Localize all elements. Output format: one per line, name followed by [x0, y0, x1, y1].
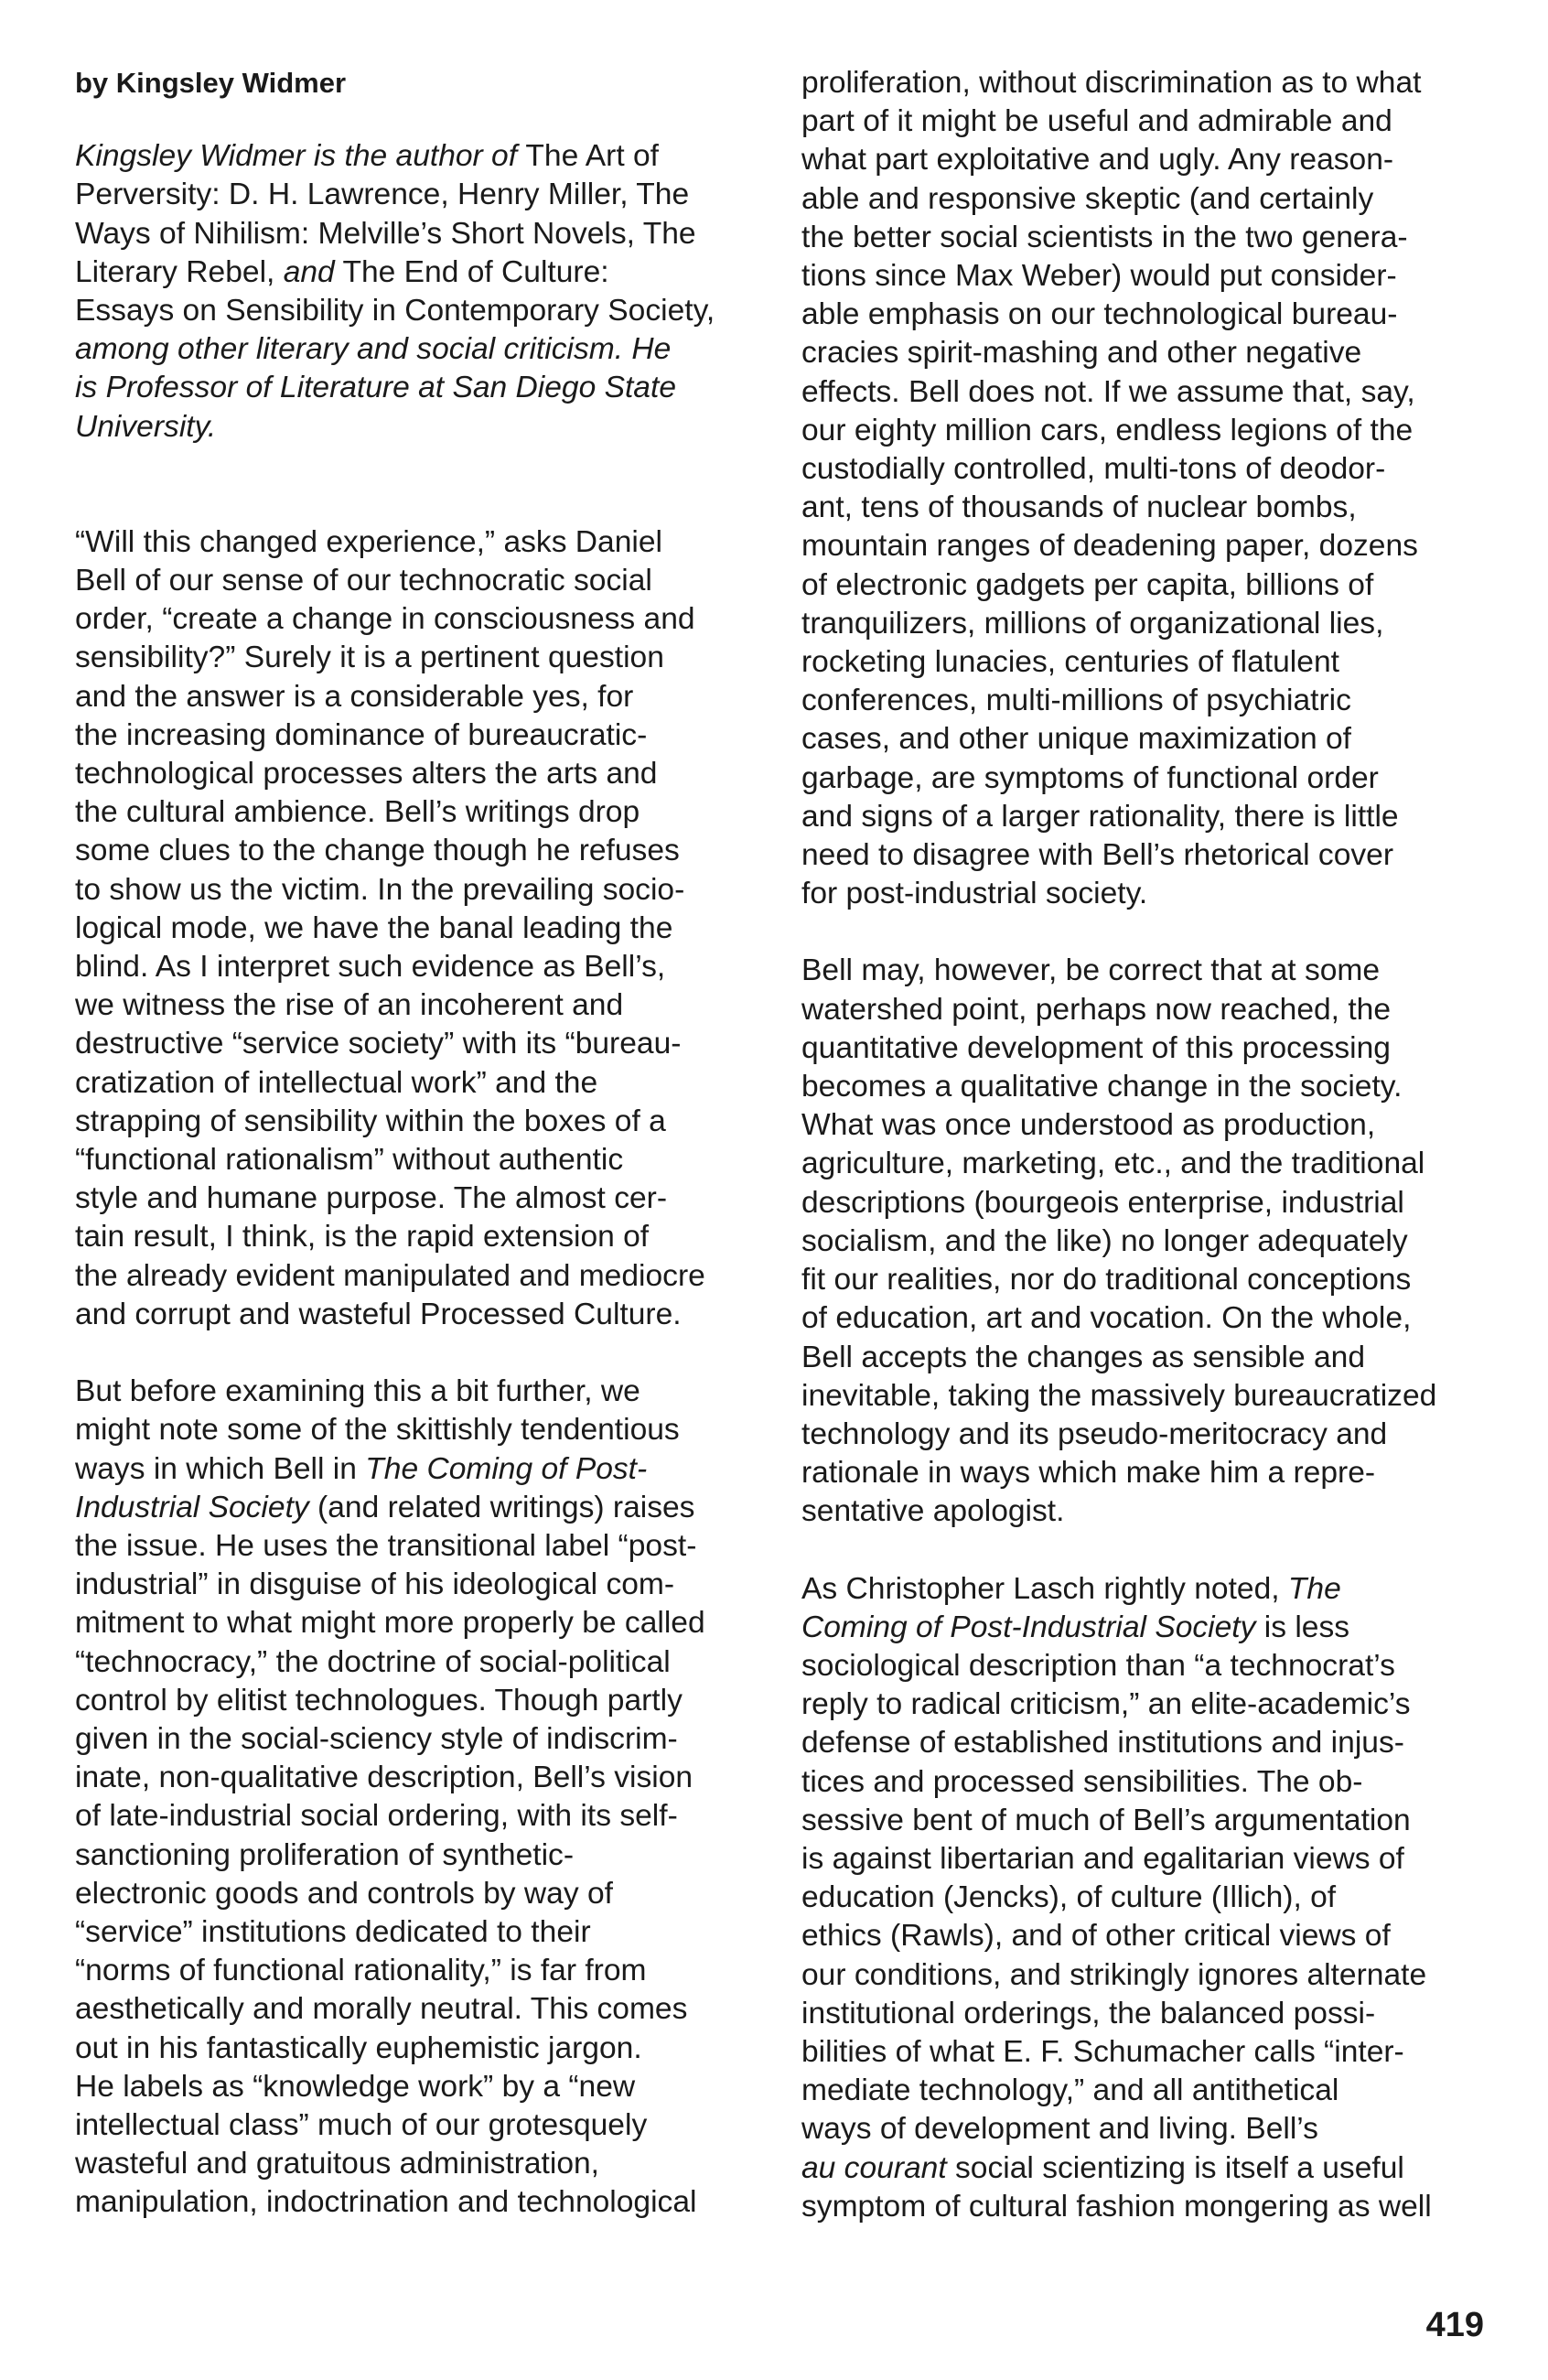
text-line: ethics (Rawls), and of other critical views of — [801, 1919, 1391, 1954]
text-line: for post-industrial society. — [801, 877, 1148, 911]
text-line: He labels as “knowledge work” by a “new — [75, 2069, 636, 2104]
bio-line: among other literary and social criticism. He — [75, 332, 672, 367]
paragraph — [801, 952, 1497, 1531]
paragraph-rest — [801, 1647, 1497, 2149]
text-line: the cultural ambience. Bell’s writings drop — [75, 795, 640, 830]
text-line: tranquilizers, millions of organizational lies, — [801, 606, 1384, 641]
text-line: garbage, are symptoms of functional order — [801, 760, 1379, 795]
text-line: inevitable, taking the massively bureaucratized — [801, 1378, 1437, 1413]
bio-line: Essays on Sensibility in Contemporary Society, — [75, 294, 715, 328]
text-line: electronic goods and controls by way of — [75, 1876, 613, 1911]
paragraph — [75, 1373, 770, 2222]
text-line: rationale in ways which make him a repre- — [801, 1456, 1376, 1491]
text-line: order, “create a change in consciousness and — [75, 602, 695, 637]
text-line: Bell accepts the changes as sensible and — [801, 1340, 1365, 1374]
text-line: cracies spirit-mashing and other negative — [801, 336, 1362, 371]
text-line: “service” institutions dedicated to their — [75, 1914, 591, 1949]
text-line: blind. As I interpret such evidence as Bell’s, — [75, 950, 666, 985]
text-line: cratization of intellectual work” and the — [75, 1065, 598, 1100]
text-line: watershed point, perhaps now reached, the — [801, 992, 1392, 1027]
text-line: intellectual class” much of our grotesquely — [75, 2107, 648, 2142]
text-line: rocketing lunacies, centuries of flatulent — [801, 645, 1339, 680]
text-line: socialism, and the like) no longer adequately — [801, 1223, 1408, 1258]
text-line: is against libertarian and egalitarian views of — [801, 1841, 1404, 1876]
bio-line: Kingsley Widmer is the author of The Art of — [75, 139, 659, 174]
text-line: bilities of what E. F. Schumacher calls “inter- — [801, 2034, 1404, 2069]
text-line: ways of development and living. Bell’s — [801, 2112, 1318, 2147]
text-line: and the answer is a considerable yes, for — [75, 679, 634, 714]
text-line: the better social scientists in the two genera- — [801, 220, 1408, 254]
text-line: As Christopher Lasch rightly noted, The — [801, 1571, 1341, 1606]
author-bio — [75, 137, 770, 447]
left-column — [75, 64, 770, 2261]
text-line: wasteful and gratuitous administration, — [75, 2147, 600, 2181]
text-line: conferences, multi-millions of psychiatric — [801, 684, 1351, 718]
text-line: logical mode, we have the banal leading the — [75, 910, 673, 945]
paragraph — [75, 523, 770, 1334]
text-line: tions since Max Weber) would put consider- — [801, 259, 1397, 294]
text-line: au courant social scientizing is itself a useful — [801, 2150, 1404, 2185]
right-column — [801, 64, 1497, 2265]
text-line: sessive bent of much of Bell’s argumentation — [801, 1803, 1411, 1837]
text-line: our conditions, and strikingly ignores alternate — [801, 1957, 1427, 1992]
text-line: aesthetically and morally neutral. This comes — [75, 1992, 688, 2027]
text-line: Coming of Post-Industrial Society is less — [801, 1610, 1350, 1644]
text-line: effects. Bell does not. If we assume that, say, — [801, 374, 1415, 409]
text-line: What was once understood as production, — [801, 1108, 1376, 1143]
text-line: cases, and other unique maximization of — [801, 722, 1352, 757]
text-line: destructive “service society” with its “bureau- — [75, 1027, 682, 1061]
byline: by Kingsley Widmer — [75, 67, 347, 99]
text-line: mitment to what might more properly be called — [75, 1606, 705, 1641]
text-line: institutional orderings, the balanced possi- — [801, 1996, 1376, 2030]
bio-line: is Professor of Literature at San Diego State — [75, 371, 676, 405]
text-line: of late-industrial social ordering, with its self- — [75, 1799, 678, 1834]
text-line: mediate technology,” and all antithetical — [801, 2073, 1339, 2108]
text-line: Industrial Society (and related writings) raises — [75, 1490, 695, 1524]
text-line: the increasing dominance of bureaucratic- — [75, 717, 648, 752]
text-line: becomes a qualitative change in the society. — [801, 1070, 1403, 1104]
text-line: of electronic gadgets per capita, billions of — [801, 567, 1374, 602]
text-line: agriculture, marketing, etc., and the traditional — [801, 1147, 1425, 1181]
text-line: Bell may, however, be correct that at some — [801, 953, 1381, 988]
text-line: the already evident manipulated and mediocre — [75, 1258, 705, 1293]
text-line: industrial” in disguise of his ideological com- — [75, 1567, 675, 1602]
page-number: 419 — [1425, 2306, 1484, 2344]
text-line: strapping of sensibility within the boxes of a — [75, 1104, 666, 1138]
text-line: reply to radical criticism,” an elite-academic’s — [801, 1687, 1411, 1722]
text-line: “Will this changed experience,” asks Daniel — [75, 524, 663, 559]
text-line: But before examining this a bit further, we — [75, 1374, 640, 1409]
text-line: control by elitist technologues. Though partly — [75, 1683, 683, 1718]
text-line: might note some of the skittishly tendentious — [75, 1413, 680, 1448]
text-line: the issue. He uses the transitional label “post- — [75, 1528, 697, 1563]
text-line: and corrupt and wasteful Processed Culture. — [75, 1297, 682, 1331]
text-line: Bell of our sense of our technocratic social — [75, 564, 652, 598]
text-line: our eighty million cars, endless legions of the — [801, 413, 1414, 447]
text-line: part of it might be useful and admirable and — [801, 104, 1392, 139]
text-line: manipulation, indoctrination and technological — [75, 2185, 697, 2220]
text-line: sociological description than “a technocrat’s — [801, 1648, 1395, 1683]
text-line: “norms of functional rationality,” is far from — [75, 1954, 647, 1988]
text-line: sentative apologist. — [801, 1494, 1065, 1529]
text-line: sanctioning proliferation of synthetic- — [75, 1837, 575, 1872]
text-line: education (Jencks), of culture (Illich), of — [801, 1880, 1337, 1915]
text-line: technology and its pseudo-meritocracy and — [801, 1416, 1388, 1451]
text-line: able emphasis on our technological bureau- — [801, 297, 1398, 332]
paragraph — [801, 64, 1497, 913]
bio-line: Ways of Nihilism: Melville’s Short Novels, The — [75, 216, 696, 251]
text-line: style and humane purpose. The almost cer- — [75, 1181, 668, 1216]
text-line: defense of established institutions and injus- — [801, 1726, 1404, 1761]
text-line: some clues to the change though he refuses — [75, 834, 680, 868]
text-line: fit our realities, nor do traditional conceptions — [801, 1263, 1412, 1298]
text-line: quantitative development of this processing — [801, 1030, 1391, 1065]
text-line: to show us the victim. In the prevailing socio- — [75, 872, 685, 907]
text-line: tices and processed sensibilities. The ob- — [801, 1764, 1363, 1799]
text-line: sensibility?” Surely it is a pertinent question — [75, 641, 664, 675]
text-line: out in his fantastically euphemistic jargon. — [75, 2030, 642, 2065]
text-line: given in the social-sciency style of indiscrim- — [75, 1721, 678, 1756]
text-line: of education, art and vocation. On the whole, — [801, 1301, 1412, 1336]
paragraph — [801, 1570, 1497, 2226]
text-line: ant, tens of thousands of nuclear bombs, — [801, 490, 1357, 525]
bio-line: University. — [75, 409, 217, 444]
text-line: able and responsive skeptic (and certainly — [801, 181, 1374, 216]
bio-line: Literary Rebel, and The End of Culture: — [75, 254, 609, 289]
text-line: proliferation, without discrimination as to what — [801, 66, 1422, 100]
paragraph-rest — [75, 1527, 770, 2223]
text-line: tain result, I think, is the rapid extension of — [75, 1220, 650, 1255]
text-line: custodially controlled, multi-tons of deodor- — [801, 452, 1386, 487]
text-line: ways in which Bell in The Coming of Post- — [75, 1451, 648, 1486]
text-line: “functional rationalism” without authentic — [75, 1143, 624, 1178]
text-line: mountain ranges of deadening paper, dozens — [801, 529, 1418, 564]
text-line: and signs of a larger rationality, there is little — [801, 799, 1399, 834]
text-line: technological processes alters the arts and — [75, 757, 658, 792]
text-line: inate, non-qualitative description, Bell’s vision — [75, 1761, 693, 1795]
text-line: symptom of cultural fashion mongering as well — [801, 2189, 1432, 2224]
text-line: what part exploitative and ugly. Any reason- — [801, 143, 1394, 178]
text-line: need to disagree with Bell’s rhetorical cover — [801, 838, 1394, 873]
text-line: “technocracy,” the doctrine of social-political — [75, 1644, 671, 1679]
text-line: we witness the rise of an incoherent and — [75, 988, 624, 1023]
text-line: descriptions (bourgeois enterprise, industrial — [801, 1185, 1404, 1220]
bio-line: Perversity: D. H. Lawrence, Henry Miller, The — [75, 178, 690, 212]
